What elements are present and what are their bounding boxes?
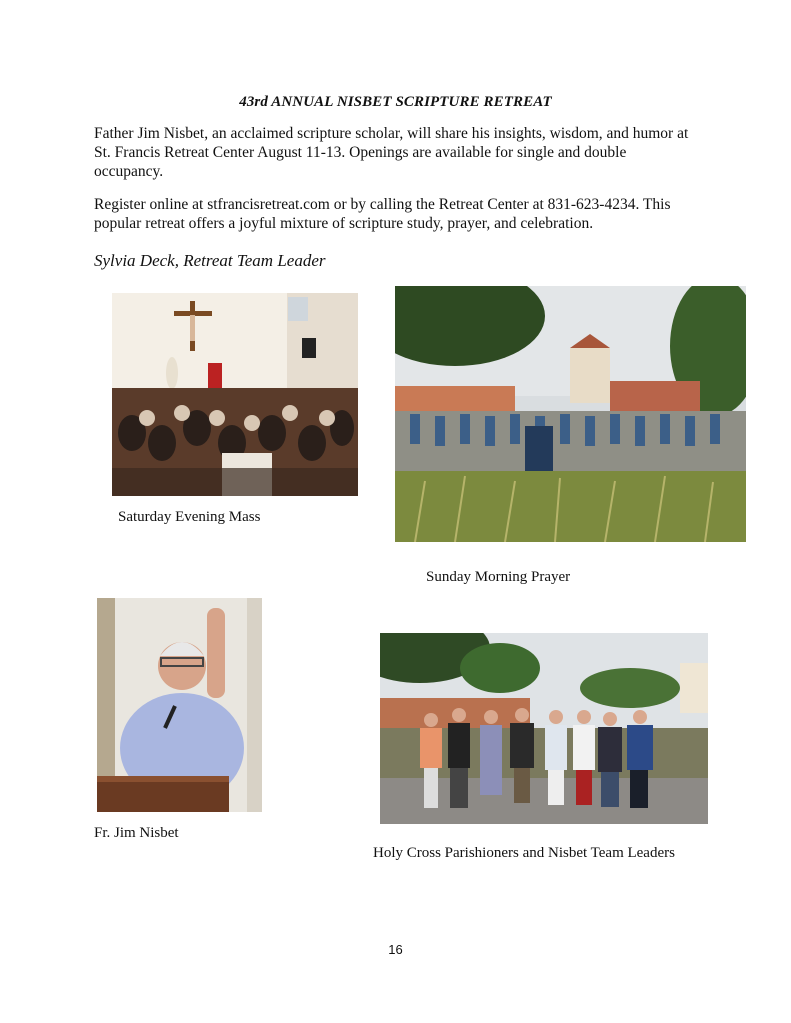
photo-fr-jim-nisbet: [97, 598, 262, 812]
photo-caption: Fr. Jim Nisbet: [94, 825, 179, 841]
article-signature: Sylvia Deck, Retreat Team Leader: [94, 251, 326, 270]
photo-sunday-morning-prayer: [395, 286, 746, 542]
page-number: 16: [388, 942, 403, 957]
photo-caption: Holy Cross Parishioners and Nisbet Team Leaders: [373, 845, 675, 861]
photo-holy-cross-parishioners: [380, 633, 708, 824]
article-title: 43rd ANNUAL NISBET SCRIPTURE RETREAT: [239, 94, 552, 110]
photo-caption: Saturday Evening Mass: [118, 509, 261, 525]
photo-caption: Sunday Morning Prayer: [426, 569, 571, 585]
photo-saturday-evening-mass: [112, 293, 358, 496]
article-paragraph-register: Register online at stfrancisretreat.com or by calling the Retreat Center at 831-623-4234. This popular retreat offers a joyful mixture of scripture study, prayer, and celebration.: [94, 196, 671, 232]
article-paragraph-intro: Father Jim Nisbet, an acclaimed scripture scholar, will share his insights, wisdom, and humor at St. Francis Retreat Center August 11-13. Openings are available for single and double occupancy.: [94, 125, 689, 180]
